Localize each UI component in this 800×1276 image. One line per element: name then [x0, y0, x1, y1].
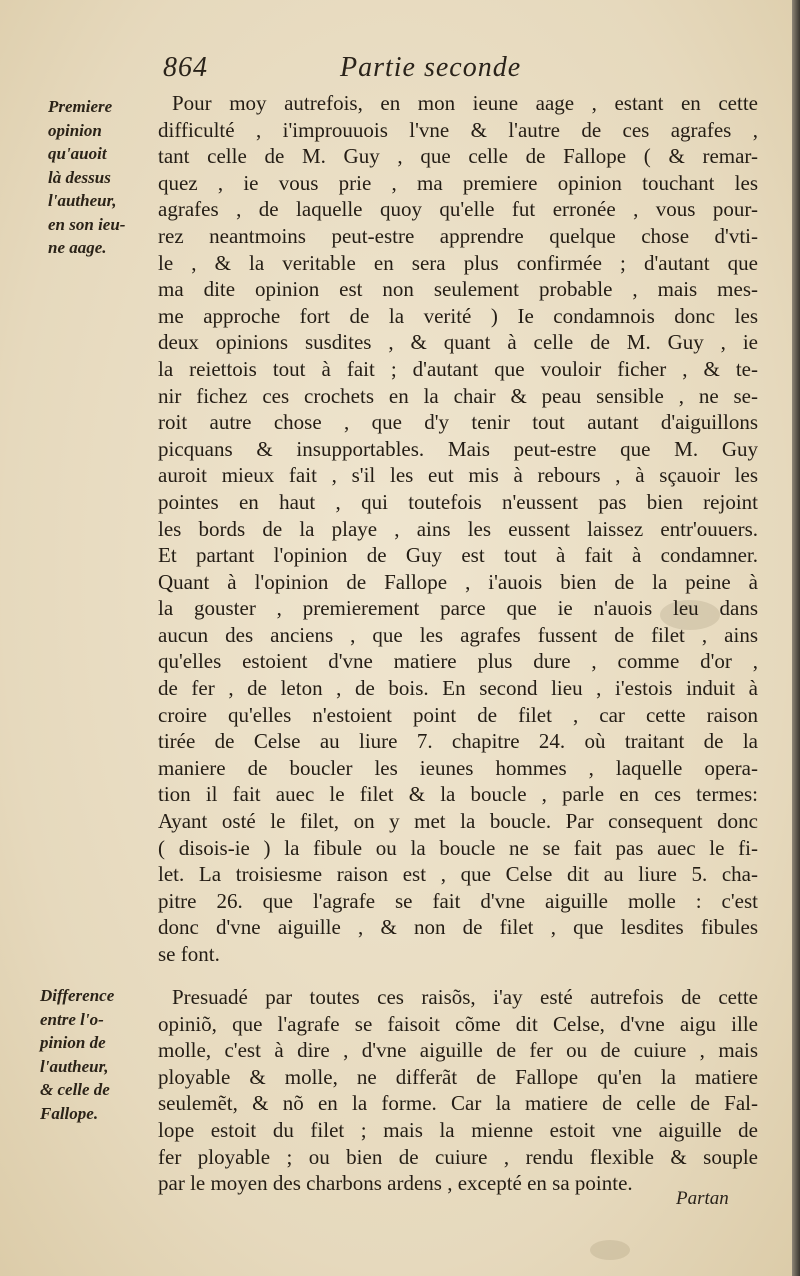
paragraph-2 — [158, 984, 758, 1197]
margin-note-line: Difference — [40, 986, 115, 1005]
text-line: la reiettois tout à fait ; d'autant que vouloir ficher , & te- — [158, 356, 758, 381]
margin-note-line: qu'auoit — [48, 144, 107, 163]
page-number: 864 — [163, 52, 208, 83]
text-line: ployable & molle, ne differãt de Fallope qu'en la matiere — [158, 1064, 758, 1089]
text-line: Presuadé par toutes ces raisõs, i'ay esté autrefois de cette — [172, 985, 758, 1009]
text-line: agrafes , de laquelle quoy qu'elle fut erronée , vous pour- — [158, 197, 758, 222]
margin-note-first-opinion — [48, 95, 125, 260]
margin-note-line: & celle de — [40, 1080, 110, 1099]
paper-stain — [590, 1240, 630, 1260]
text-line: me approche fort de la verité ) Ie condamnois donc les — [158, 303, 758, 328]
text-line: ma dite opinion est non seulement probable , mais mes- — [158, 277, 758, 302]
text-line: Quant à l'opinion de Fallope , i'auois bien de la peine à — [158, 569, 758, 594]
text-line: molle, c'est à dire , d'vne aiguille de fer ou de cuiure , mais — [158, 1038, 758, 1063]
text-line: tion il fait auec le filet & la boucle , parle en ces termes: — [158, 782, 758, 807]
margin-note-line: Premiere — [48, 97, 113, 116]
text-line: le , & la veritable en sera plus confirmée ; d'autant que — [158, 250, 758, 275]
text-line: Ayant osté le filet, on y met la boucle. Par consequent donc — [158, 809, 758, 834]
margin-note-line: l'autheur, — [48, 191, 117, 210]
text-line: lope estoit du filet ; mais la mienne estoit vne aiguille de — [158, 1117, 758, 1142]
text-line: seulemẽt, & nõ en la forme. Car la matiere de celle de Fal- — [158, 1091, 758, 1116]
page-edge-shadow — [792, 0, 800, 1276]
text-line: tant celle de M. Guy , que celle de Fallope ( & remar- — [158, 144, 758, 169]
text-line: par le moyen des charbons ardens , excepté en sa pointe. — [158, 1171, 633, 1196]
catchword: Partan — [676, 1188, 729, 1209]
text-line: ( disois-ie ) la fibule ou la boucle ne se fait pas auec le fi- — [158, 835, 758, 860]
text-line: les bords de la playe , ains les eussent laissez entr'ouuers. — [158, 516, 758, 541]
paragraph-1 — [158, 90, 758, 968]
text-line: tirée de Celse au liure 7. chapitre 24. où traitant de la — [158, 729, 758, 754]
text-line: auroit mieux fait , s'il les eut mis à rebours , à sçauoir les — [158, 463, 758, 488]
text-line: donc d'vne aiguille , & non de filet , que lesdites fibules — [158, 915, 758, 940]
text-line: se font. — [158, 942, 220, 966]
text-line: Et partant l'opinion de Guy est tout à fait à condamner. — [158, 543, 758, 568]
page-header — [0, 52, 792, 92]
margin-note-line: opinion — [48, 120, 102, 140]
text-line: pointes en haut , qui toutefois n'eussent pas bien rejoint — [158, 489, 758, 514]
text-line: roit autre chose , que d'y tenir tout autant d'aiguillons — [158, 410, 758, 435]
text-line: difficulté , i'improuuois l'vne & l'autre de ces agrafes , — [158, 117, 758, 142]
text-line: qu'elles estoient d'vne matiere plus dure , comme d'or , — [158, 649, 758, 674]
text-line: la gouster , premierement parce que ie n'auois leu dans — [158, 596, 758, 621]
margin-note-line: là dessus — [48, 167, 111, 187]
text-line: pitre 26. que l'agrafe se fait d'vne aiguille molle : c'est — [158, 888, 758, 913]
text-line: picquans & insupportables. Mais peut-estre que M. Guy — [158, 436, 758, 461]
margin-note-difference — [40, 984, 114, 1125]
text-line: aucun des anciens , que les agrafes fussent de filet , ains — [158, 622, 758, 647]
text-line: maniere de boucler les ieunes hommes , laquelle opera- — [158, 755, 758, 780]
running-title: Partie seconde — [340, 52, 522, 83]
text-line: nir fichez ces crochets en la chair & peau sensible , ne se- — [158, 383, 758, 408]
text-line: quez , ie vous prie , ma premiere opinion touchant les — [158, 170, 758, 195]
text-line: fer ployable ; ou bien de cuiure , rendu flexible & souple — [158, 1144, 758, 1169]
margin-note-line: entre l'o- — [40, 1009, 104, 1029]
text-line: croire qu'elles n'estoient point de filet , car cette raison — [158, 702, 758, 727]
margin-note-line: pinion de — [40, 1033, 106, 1052]
text-line: de fer , de leton , de bois. En second lieu , i'estois induit à — [158, 676, 758, 701]
text-line: let. La troisiesme raison est , que Celse dit au liure 5. cha- — [158, 862, 758, 887]
margin-note-line: en son ieu- — [48, 214, 126, 234]
text-line: deux opinions susdites , & quant à celle de M. Guy , ie — [158, 330, 758, 355]
margin-note-line: l'autheur, — [40, 1056, 109, 1076]
text-line: Pour moy autrefois, en mon ieune aage , estant en cette — [172, 91, 758, 115]
text-line: opiniõ, que l'agrafe se faisoit cõme dit Celse, d'vne aigu ille — [158, 1011, 758, 1036]
margin-note-line: Fallope. — [40, 1103, 99, 1123]
text-line: rez neantmoins peut-estre apprendre quelque chose d'vti- — [158, 223, 758, 248]
margin-note-line: ne aage. — [48, 238, 107, 257]
